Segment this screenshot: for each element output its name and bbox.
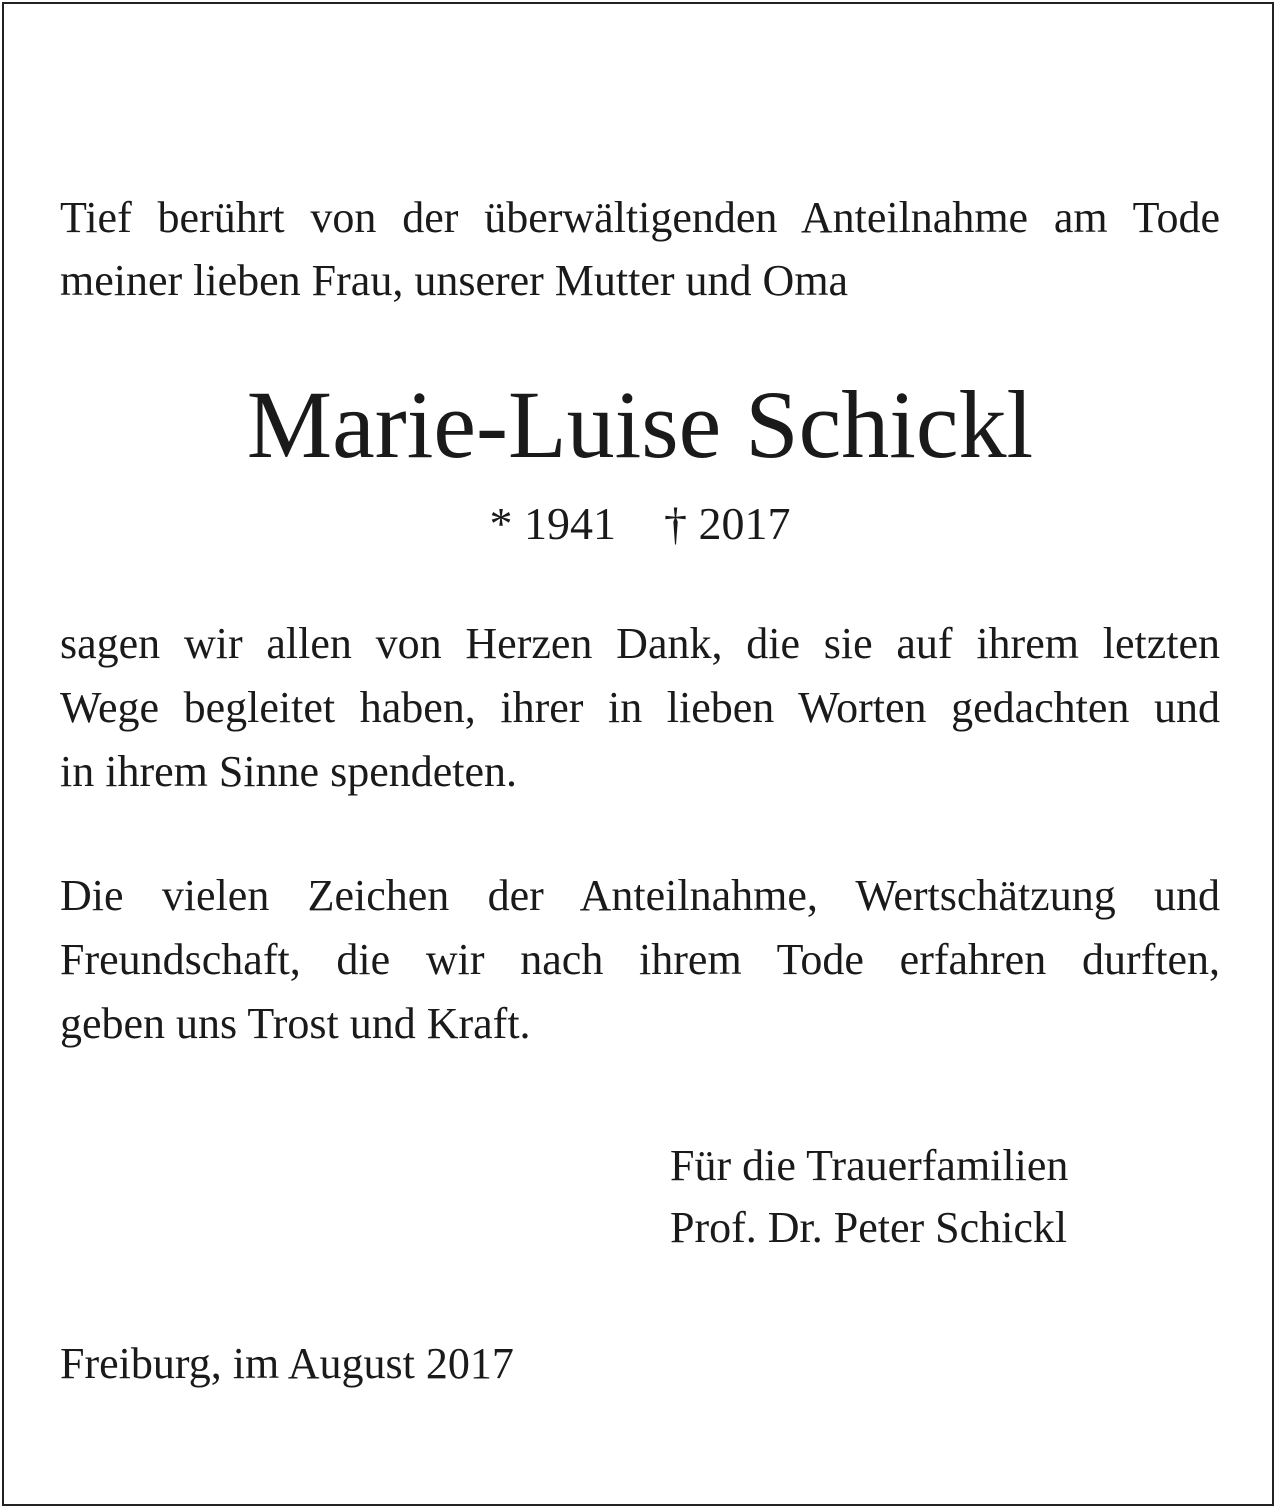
intro-line-1: Tief berührt von der überwältigenden Anteilnahme am Tode [60, 193, 1220, 242]
birth-year: * 1941 [489, 498, 616, 549]
death-year: † 2017 [664, 498, 791, 549]
thanks-line-1: sagen wir allen von Herzen Dank, die sie auf ihrem letzten [60, 619, 1220, 668]
condolence-line-3: geben uns Trost und Kraft. [60, 999, 531, 1048]
intro-line-2: meiner lieben Frau, unserer Mutter und Oma [60, 256, 849, 305]
signature-line-1: Für die Trauerfamilien [670, 1141, 1069, 1190]
thanks-line-3: in ihrem Sinne spendeten. [60, 747, 518, 796]
condolence-line-1: Die vielen Zeichen der Anteilnahme, Wertschätzung und [60, 871, 1220, 920]
deceased-name: Marie-Luise Schickl [246, 371, 1034, 478]
condolence-line-2: Freundschaft, die wir nach ihrem Tode erfahren durften, [60, 935, 1220, 984]
life-dates [0, 494, 1280, 554]
signature-name: Prof. Dr. Peter Schickl [670, 1203, 1068, 1252]
place-date: Freiburg, im August 2017 [60, 1339, 514, 1388]
thanks-line-2: Wege begleitet haben, ihrer in lieben Worten gedachten und [60, 683, 1220, 732]
